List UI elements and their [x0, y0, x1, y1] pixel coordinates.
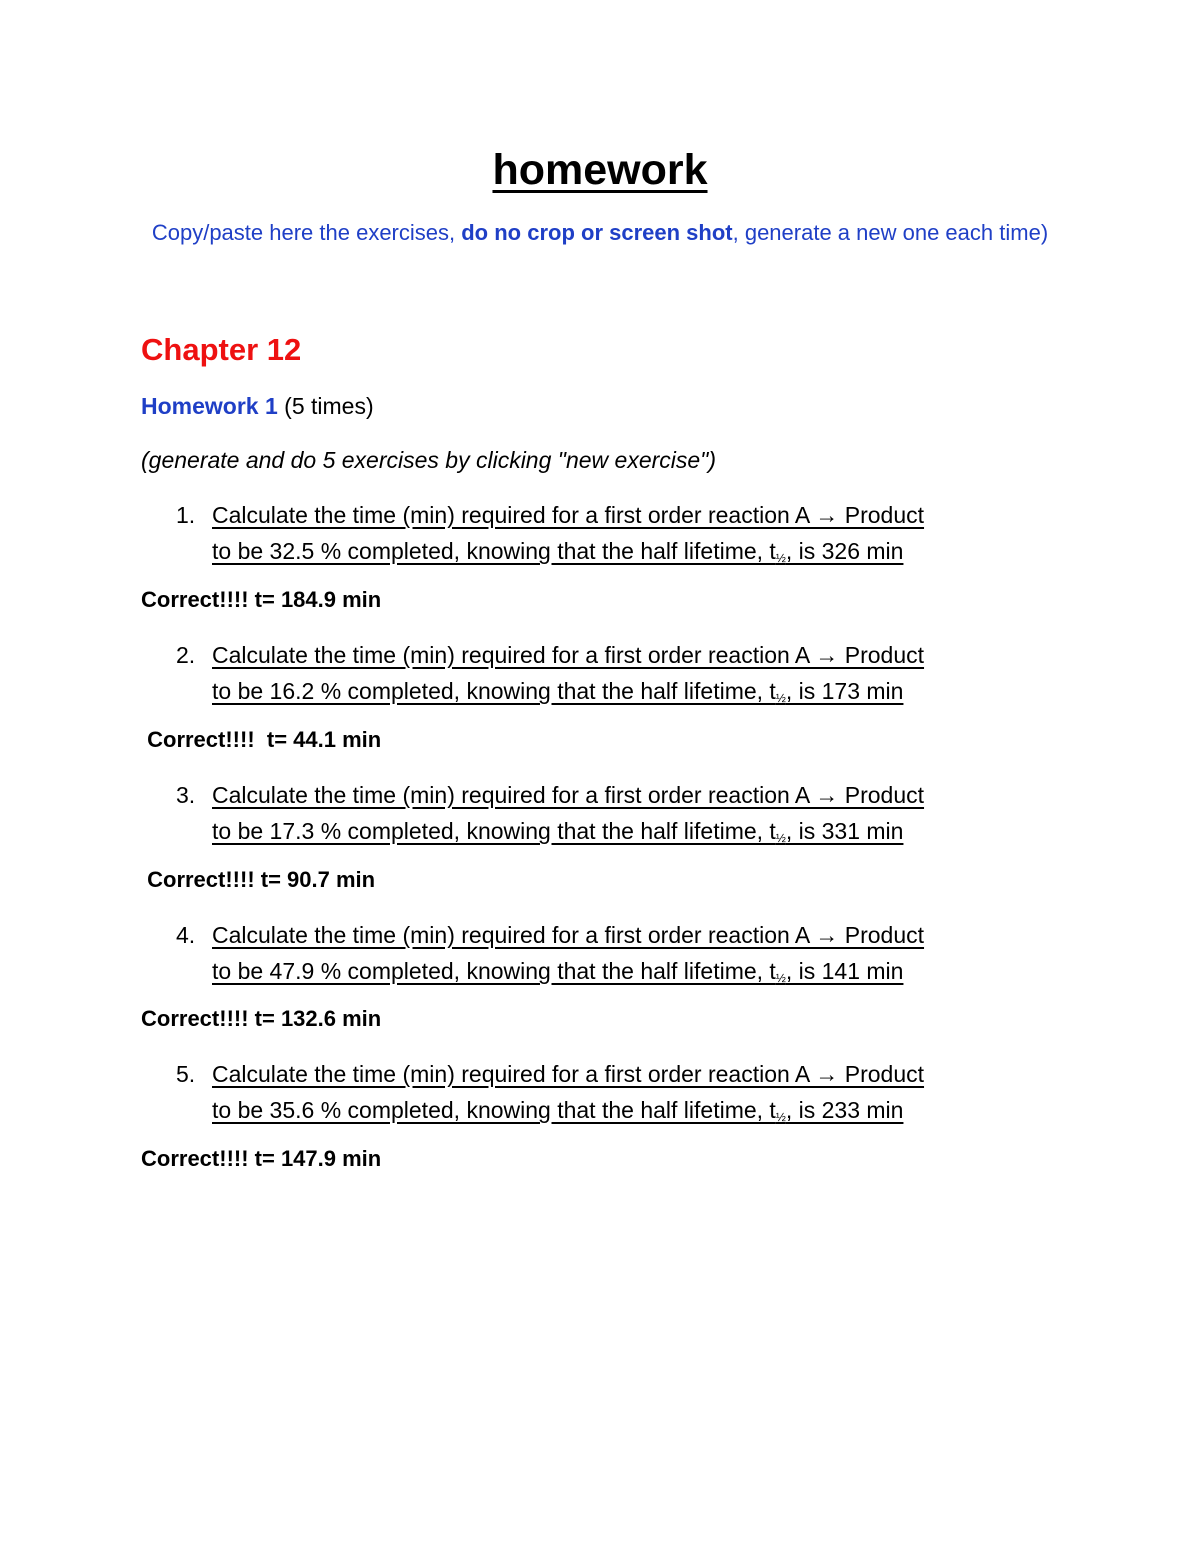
- half-subscript: ½: [775, 691, 786, 705]
- instruction-text-2: , generate a new one each time): [732, 220, 1049, 245]
- exercise-line-2: [212, 673, 1012, 716]
- half-subscript: ½: [775, 1110, 786, 1124]
- exercise-line-1: Calculate the time (min) required for a first order reaction A → Product: [212, 1061, 925, 1087]
- exercise-line-2-value: , is 233 min: [785, 1097, 904, 1123]
- exercise-text: [212, 497, 1012, 576]
- exercise-text: [212, 917, 1012, 996]
- chapter-heading: Chapter 12: [141, 332, 302, 367]
- exercise-line-2: [212, 953, 1012, 996]
- exercise-line-2-value: , is 326 min: [785, 538, 904, 564]
- exercise-number: 1.: [176, 502, 196, 528]
- document-title: homework: [492, 146, 708, 194]
- exercise-line-2-text: to be 32.5 % completed, knowing that the half lifetime, t: [212, 538, 776, 564]
- exercise-line-2-text: to be 17.3 % completed, knowing that the half lifetime, t: [212, 818, 776, 844]
- instruction-text-1: Copy/paste here the exercises,: [151, 220, 462, 245]
- exercise-line-2-value: , is 331 min: [785, 818, 904, 844]
- exercise-line-2-value: , is 173 min: [785, 678, 904, 704]
- homework-count: (5 times): [277, 393, 374, 419]
- exercise-answer: Correct!!!! t= 90.7 min: [141, 867, 376, 892]
- exercise-answer: Correct!!!! t= 184.9 min: [141, 587, 382, 612]
- homework-label: Homework 1: [141, 393, 278, 419]
- exercise-line-2-text: to be 16.2 % completed, knowing that the half lifetime, t: [212, 678, 776, 704]
- exercise-answer: Correct!!!! t= 147.9 min: [141, 1146, 382, 1171]
- homework-note: (generate and do 5 exercises by clicking "new exercise"): [141, 447, 716, 473]
- exercise-line-1: Calculate the time (min) required for a first order reaction A → Product: [212, 502, 925, 528]
- instruction-text-bold: do no crop or screen shot: [461, 220, 733, 245]
- exercise-text: [212, 1056, 1012, 1135]
- exercise-line-1: Calculate the time (min) required for a first order reaction A → Product: [212, 642, 925, 668]
- exercise-line-2: [212, 1092, 1012, 1135]
- exercise-line-2-text: to be 35.6 % completed, knowing that the half lifetime, t: [212, 1097, 776, 1123]
- homework-heading: [141, 393, 374, 420]
- exercise-number: 5.: [176, 1061, 196, 1087]
- exercise-line-1: Calculate the time (min) required for a first order reaction A → Product: [212, 782, 925, 808]
- exercise-text: [212, 637, 1012, 716]
- exercise-line-2-text: to be 47.9 % completed, knowing that the half lifetime, t: [212, 958, 776, 984]
- exercise-line-1: Calculate the time (min) required for a first order reaction A → Product: [212, 922, 925, 948]
- exercise-text: [212, 777, 1012, 856]
- exercise-number: 4.: [176, 922, 196, 948]
- exercise-line-2: [212, 533, 1012, 576]
- half-subscript: ½: [775, 831, 786, 845]
- exercise-answer: Correct!!!! t= 132.6 min: [141, 1006, 382, 1031]
- exercise-number: 2.: [176, 642, 196, 668]
- exercise-line-2: [212, 813, 1012, 856]
- exercise-line-2-value: , is 141 min: [785, 958, 904, 984]
- exercise-number: 3.: [176, 782, 196, 808]
- half-subscript: ½: [775, 971, 786, 985]
- half-subscript: ½: [775, 551, 786, 565]
- instruction-line: [0, 220, 1200, 246]
- exercise-answer: Correct!!!! t= 44.1 min: [141, 727, 382, 752]
